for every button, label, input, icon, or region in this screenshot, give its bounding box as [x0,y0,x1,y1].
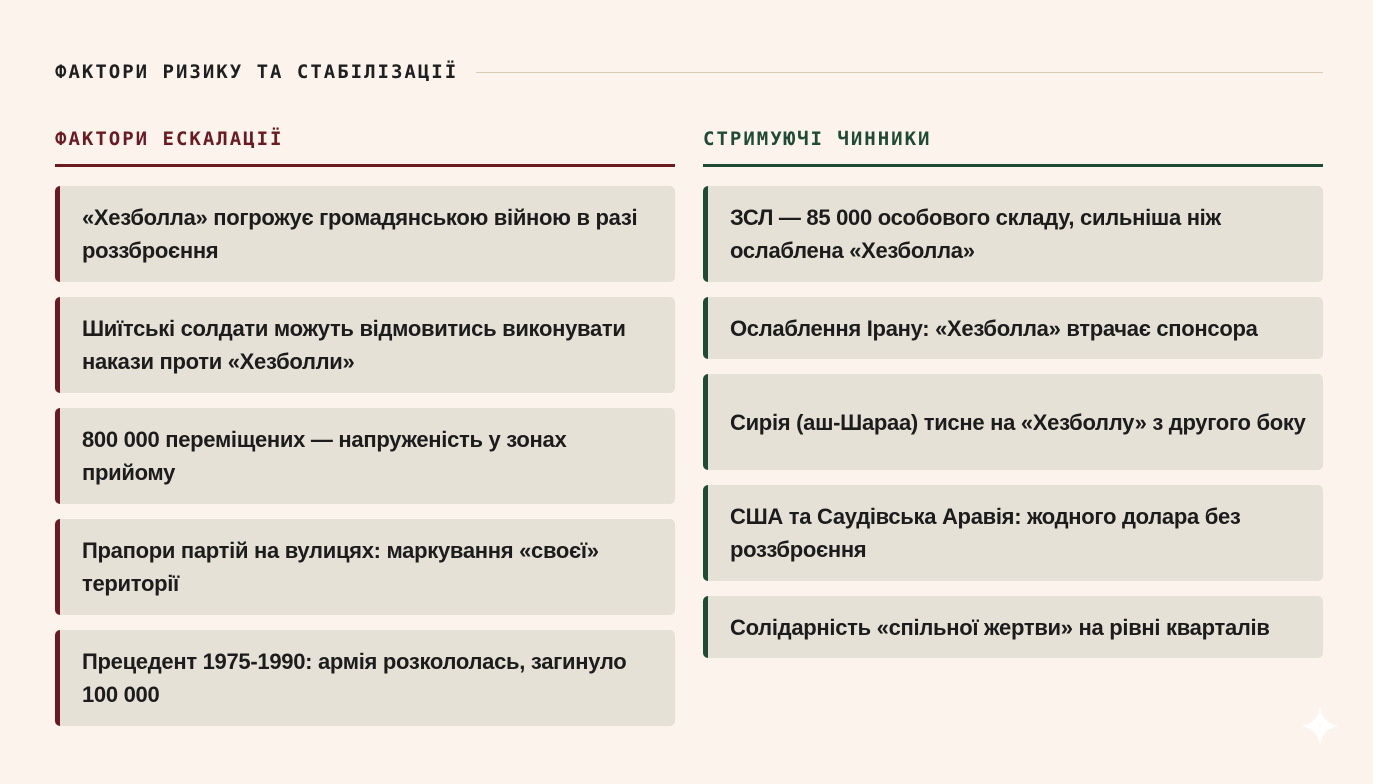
escalation-card [55,186,675,282]
page-header [55,59,1323,85]
restraint-card [703,374,1323,470]
escalation-card-text: 800 000 переміщених — напруженість у зонах прийому [82,427,567,485]
restraint-card-text: Сирія (аш-Шараа) тисне на «Хезболлу» з другого боку [730,409,1306,435]
page-title: ФАКТОРИ РИЗИКУ ТА СТАБІЛІЗАЦІЇ [55,61,459,83]
escalation-card [55,297,675,393]
escalation-card [55,630,675,726]
restraint-card [703,485,1323,581]
restraint-card [703,297,1323,359]
escalation-card [55,519,675,615]
restraints-column [703,122,1323,658]
restraint-card-text: Солідарність «спільної жертви» на рівні кварталів [730,614,1270,640]
restraints-divider [703,164,1323,167]
restraints-list [703,186,1323,658]
escalation-list [55,186,675,726]
escalation-heading: ФАКТОРИ ЕСКАЛАЦІЇ [55,128,284,150]
restraint-card-text: ЗСЛ — 85 000 особового складу, сильніша ніж ослаблена «Хезболла» [730,205,1221,263]
escalation-card [55,408,675,504]
escalation-divider [55,164,675,167]
escalation-card-text: Прапори партій на вулицях: маркування «своєї» території [82,538,599,596]
escalation-card-text: Шиїтські солдати можуть відмовитись виконувати накази проти «Хезболли» [82,316,626,374]
restraint-card [703,186,1323,282]
restraint-card-text: США та Саудівська Аравія: жодного долара без роззброєння [730,504,1241,562]
restraint-card-text: Ослаблення Ірану: «Хезболла» втрачає спонсора [730,315,1258,341]
restraint-card [703,596,1323,658]
sparkle-icon [1298,704,1342,748]
escalation-card-text: Прецедент 1975-1990: армія розкололась, загинуло 100 000 [82,649,627,707]
escalation-card-text: «Хезболла» погрожує громадянською війною в разі роззброєння [82,205,638,263]
escalation-column [55,122,675,726]
title-divider [476,72,1323,73]
restraints-heading: СТРИМУЮЧІ ЧИННИКИ [703,128,932,150]
